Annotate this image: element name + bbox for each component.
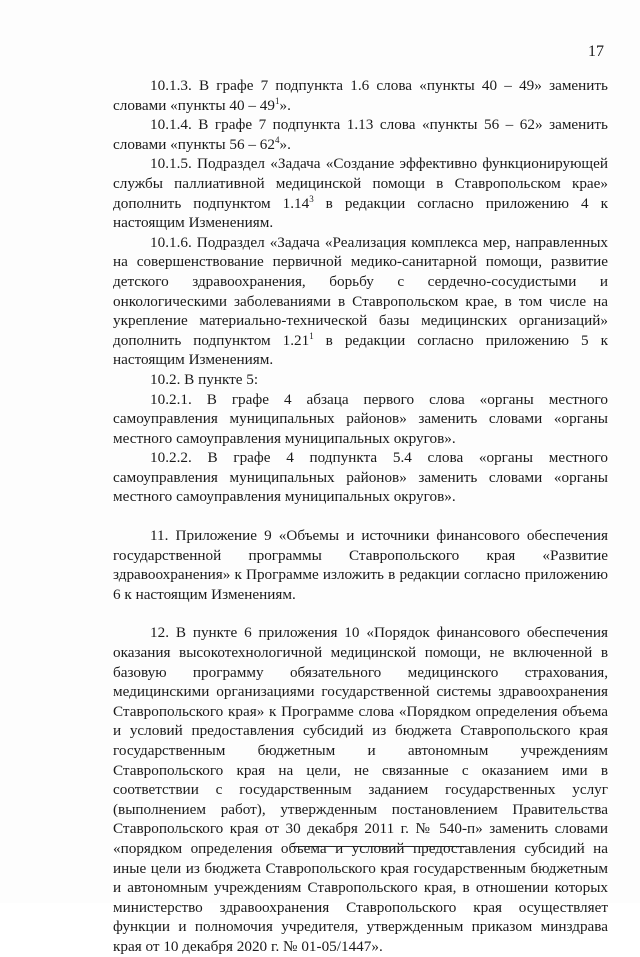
spacer	[113, 507, 608, 526]
spacer	[113, 604, 608, 623]
page-number: 17	[588, 43, 604, 60]
superscript: 1	[309, 330, 314, 341]
superscript: 3	[309, 193, 314, 204]
closing-rule	[291, 846, 466, 847]
superscript: 4	[274, 134, 280, 145]
paragraph-10-1-3: 10.1.3. В графе 7 подпункта 1.6 слова «пункты 40 – 49» заменить словами «пункты $40 - 49^1$».	[113, 77, 608, 114]
paragraph-10-2: 10.2. В пункте 5:	[150, 370, 259, 388]
paragraph-12: 12. В пункте 6 приложения 10 «Порядок финансового обеспечения оказания высокотехнологичной медицинской помощи, не включенной в базовую программу обязательного медицинского страхования, медицинскими организациями государственной системы здравоохранения Ставропольского края» к Программе слова «Порядком определения объема и условий предоставления субсидий из бюджета Ставропольского края государственным бюджетным и автономным учреждениям Ставропольского края на цели, не связанные с оказанием ими в соответствии с государственным заданием государственных услуг (выполнением работ), утвержденным постановлением Правительства Ставропольского края от 30 декабря 2011 г. № 540-п» заменить словами «порядком определения объема и условий предоставления субсидий на иные цели из бюджета Ставропольского края государственным бюджетным и автономным учреждениям Ставропольского края, в отношении которых министерство здравоохранения Ставропольского края осуществляет функции и полномочия учредителя, утвержденным приказом минздрава края от 10 декабря 2020 г. № 01-05/1447».	[113, 624, 608, 955]
document-body	[113, 76, 608, 957]
paragraph-10-1-4: 10.1.4. В графе 7 подпункта 1.13 слова «пункты 56 – 62» заменить словами «пункты $56 - 62^4$».	[113, 116, 608, 153]
paragraph-10-1-5: 10.1.5. Подраздел «Задача «Создание эффективно функционирующей службы паллиативной медицинской помощи в Ставропольском крае» дополнить подпунктом 1.14$^3$ в редакции согласно приложению 4 к настоящим Изменениям.	[113, 155, 608, 232]
paragraph-10-1-6: 10.1.6. Подраздел «Задача «Реализация комплекса мер, направленных на совершенствование первичной медико-санитарной помощи, развитие детского здравоохранения, борьбу с сердечно-сосудистыми и онкологическими заболеваниями в Ставропольском крае, в том числе на укрепление материально-технической базы медицинских организаций» дополнить подпунктом 1.21$^1$ в редакции согласно приложению 5 к настоящим Изменениям.	[113, 233, 608, 369]
paragraph-11: 11. Приложение 9 «Объемы и источники финансового обеспечения государственной программы Ставропольского края «Развитие здравоохранения» к Программе изложить в редакции согласно приложению 6 к настоящим Изменениям.	[113, 527, 608, 603]
superscript: 1	[274, 95, 280, 106]
paragraph-10-2-2: 10.2.2. В графе 4 подпункта 5.4 слова «органы местного самоуправления муниципальных районов» заменить словами «органы местного самоуправления муниципальных округов».	[113, 449, 608, 506]
paragraph-10-2-1: 10.2.1. В графе 4 абзаца первого слова «органы местного самоуправления муниципальных районов» заменить словами «органы местного самоуправления муниципальных округов».	[113, 390, 608, 447]
